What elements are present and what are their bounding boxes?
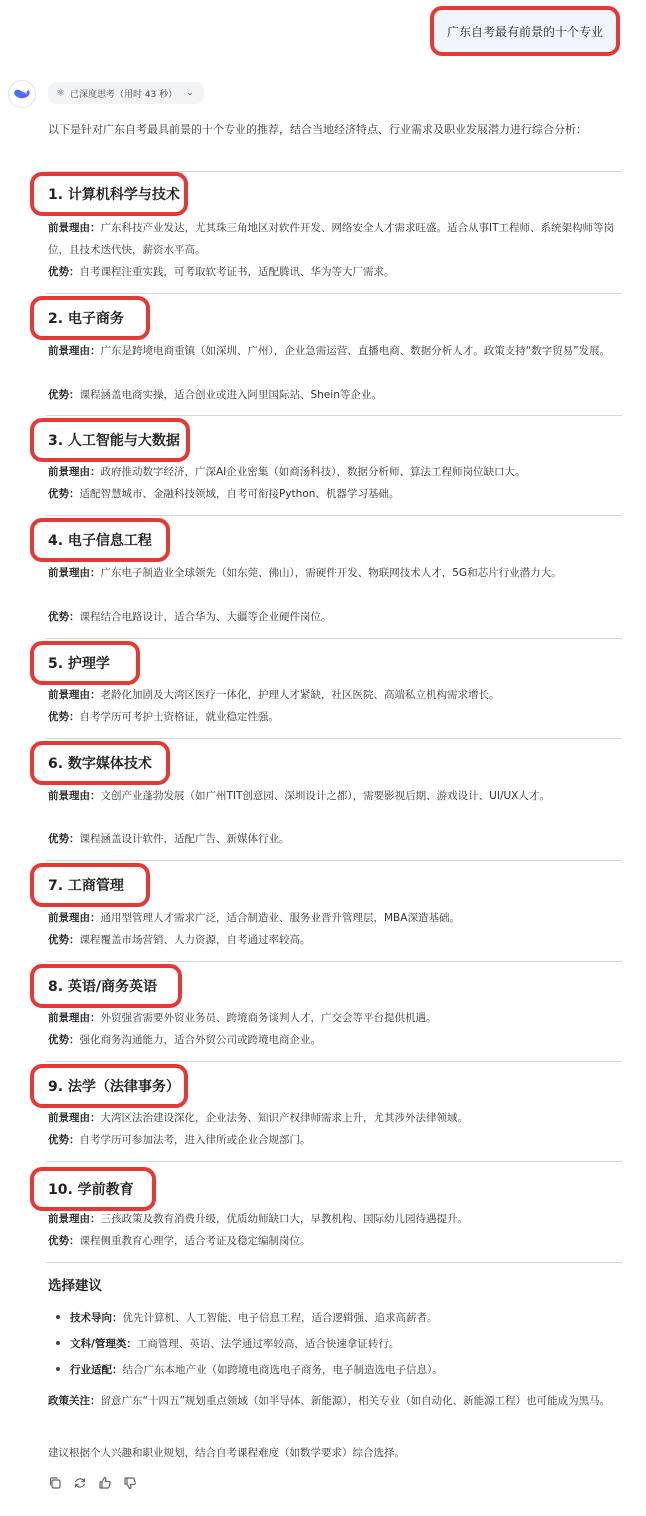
advantage-text: 强化商务沟通能力，适合外贸公司或跨境电商企业。 — [79, 1034, 321, 1046]
reason-label: 前景理由 — [48, 912, 90, 924]
major-title: 9. 法学（法律事务） — [48, 1079, 180, 1095]
major-advantage: 优势：强化商务沟通能力，适合外贸公司或跨境电商企业。 — [48, 1034, 321, 1046]
message-actions — [48, 1476, 137, 1490]
reason-label: 前景理由 — [48, 790, 90, 802]
assistant-avatar — [8, 80, 36, 108]
major-heading — [30, 296, 150, 340]
policy-note: 政策关注：留意广东“十四五”规划重点领域（如半导体、新能源），相关专业（如自动化、新能源工程）也可能成为黑马。 — [48, 1395, 611, 1407]
reason-text: 老龄化加剧及大湾区医疗一体化，护理人才紧缺，社区医院、高端私立机构需求增长。 — [100, 689, 500, 701]
reason-text: 文创产业蓬勃发展（如广州TIT创意园、深圳设计之都），需要影视后期、游戏设计、UI/UX人才。 — [100, 790, 550, 802]
advantage-label: 优势 — [48, 266, 69, 278]
advantage-label: 优势 — [48, 1034, 69, 1046]
advantage-text: 课程覆盖市场营销、人力资源，自考通过率较高。 — [79, 934, 311, 946]
major-advantage: 优势：课程涵盖电商实操，适合创业或进入阿里国际站、Shein等企业。 — [48, 389, 382, 401]
policy-label: 政策关注 — [48, 1395, 90, 1407]
bullet-dot — [56, 1341, 60, 1345]
major-reason: 前景理由：大湾区法治建设深化，企业法务、知识产权律师需求上升，尤其涉外法律领域。 — [48, 1112, 468, 1124]
major-advantage: 优势：课程涵盖设计软件，适配广告、新媒体行业。 — [48, 833, 290, 845]
advice-item-text: 结合广东本地产业（如跨境电商选电子商务，电子制造选电子信息）。 — [122, 1364, 443, 1376]
major-advantage: 优势：自考学历可参加法考，进入律所或企业合规部门。 — [48, 1134, 311, 1146]
divider — [46, 638, 622, 639]
advice-item: 文科/管理类：工商管理、英语、法学通过率较高，适合快速拿证转行。 — [56, 1336, 616, 1352]
advantage-text: 自考学历可参加法考，进入律所或企业合规部门。 — [79, 1134, 311, 1146]
advantage-label: 优势 — [48, 711, 69, 723]
advantage-text: 课程侧重教育心理学，适合考证及稳定编制岗位。 — [79, 1235, 311, 1247]
advantage-label: 优势 — [48, 1134, 69, 1146]
major-title: 10. 学前教育 — [48, 1182, 134, 1198]
major-heading — [30, 1167, 156, 1211]
divider — [46, 961, 622, 962]
reason-label: 前景理由 — [48, 689, 90, 701]
divider — [46, 1161, 622, 1162]
major-advantage: 优势：自考学历可考护士资格证，就业稳定性强。 — [48, 711, 279, 723]
thinking-label: 已深度思考（用时 43 秒） — [69, 89, 178, 100]
reason-text: 通用型管理人才需求广泛，适合制造业、服务业晋升管理层，MBA深造基础。 — [100, 912, 460, 924]
advantage-label: 优势 — [48, 488, 69, 500]
regenerate-icon[interactable] — [73, 1476, 87, 1490]
advice-title: 选择建议 — [48, 1278, 102, 1294]
advice-item-label: 行业适配 — [70, 1364, 112, 1376]
reason-label: 前景理由 — [48, 1112, 90, 1124]
major-reason: 前景理由：老龄化加剧及大湾区医疗一体化，护理人才紧缺，社区医院、高端私立机构需求增长。 — [48, 689, 500, 701]
major-reason: 前景理由：广东科技产业发达，尤其珠三角地区对软件开发、网络安全人才需求旺盛。适合从事IT工程师、系统架构师等岗位，且技术迭代快，薪资水平高。 — [48, 222, 615, 256]
reason-text: 三孩政策及教育消费升级，优质幼师缺口大，早教机构、国际幼儿园待遇提升。 — [100, 1213, 468, 1225]
thumbs-up-icon[interactable] — [98, 1476, 112, 1490]
major-advantage: 优势：课程覆盖市场营销、人力资源，自考通过率较高。 — [48, 934, 311, 946]
major-advantage: 优势：自考课程注重实践，可考取软考证书，适配腾讯、华为等大厂需求。 — [48, 266, 395, 278]
major-reason: 前景理由：通用型管理人才需求广泛，适合制造业、服务业晋升管理层，MBA深造基础。 — [48, 912, 460, 924]
advice-item-label: 技术导向 — [70, 1312, 112, 1324]
copy-icon[interactable] — [48, 1476, 62, 1490]
reason-label: 前景理由 — [48, 1213, 90, 1225]
user-message-bubble — [430, 6, 620, 56]
major-title: 2. 电子商务 — [48, 311, 124, 327]
advantage-label: 优势 — [48, 1235, 69, 1247]
major-heading — [30, 518, 170, 562]
major-title: 6. 数字媒体技术 — [48, 756, 152, 772]
advice-item-text: 工商管理、英语、法学通过率较高，适合快速拿证转行。 — [136, 1338, 400, 1350]
reason-label: 前景理由 — [48, 1012, 90, 1024]
major-title: 1. 计算机科学与技术 — [48, 187, 180, 203]
major-reason: 前景理由：外贸强省需要外贸业务员、跨境商务谈判人才，广交会等平台提供机遇。 — [48, 1012, 437, 1024]
advice-item: 行业适配：结合广东本地产业（如跨境电商选电子商务，电子制造选电子信息）。 — [56, 1362, 616, 1378]
reason-text: 政府推动数字经济，广深AI企业密集（如商汤科技），数据分析师、算法工程师岗位缺口大。 — [100, 466, 526, 478]
divider — [46, 415, 622, 416]
divider — [46, 515, 622, 516]
advantage-label: 优势 — [48, 611, 69, 623]
reason-label: 前景理由 — [48, 222, 90, 234]
major-heading — [30, 418, 190, 462]
major-heading — [30, 741, 170, 785]
major-heading — [30, 1064, 188, 1108]
major-heading — [30, 863, 150, 907]
reason-text: 广东科技产业发达，尤其珠三角地区对软件开发、网络安全人才需求旺盛。适合从事IT工程师、系统架构师等岗位，且技术迭代快，薪资水平高。 — [48, 222, 615, 256]
whale-logo-icon — [13, 87, 31, 101]
reason-label: 前景理由 — [48, 345, 90, 357]
policy-text: 留意广东“十四五”规划重点领域（如半导体、新能源），相关专业（如自动化、新能源工程）也可能成为黑马。 — [100, 1395, 611, 1407]
major-title: 5. 护理学 — [48, 656, 110, 672]
major-heading — [30, 172, 188, 216]
thumbs-down-icon[interactable] — [123, 1476, 137, 1490]
final-note: 建议根据个人兴趣和职业规划，结合自考课程难度（如数学要求）综合选择。 — [48, 1447, 405, 1459]
advantage-text: 自考学历可考护士资格证，就业稳定性强。 — [79, 711, 279, 723]
advice-item: 技术导向：优先计算机、人工智能、电子信息工程，适合逻辑强、追求高薪者。 — [56, 1310, 616, 1326]
atom-icon: ⚛ — [56, 87, 65, 99]
major-advantage: 优势：适配智慧城市、金融科技领域，自考可衔接Python、机器学习基础。 — [48, 488, 400, 500]
advantage-text: 课程涵盖电商实操，适合创业或进入阿里国际站、Shein等企业。 — [79, 389, 382, 401]
advantage-text: 课程结合电路设计，适合华为、大疆等企业硬件岗位。 — [79, 611, 332, 623]
divider — [46, 860, 622, 861]
advantage-label: 优势 — [48, 833, 69, 845]
chevron-down-icon: ⌄ — [186, 88, 194, 98]
reason-label: 前景理由 — [48, 466, 90, 478]
advice-item-text: 优先计算机、人工智能、电子信息工程，适合逻辑强、追求高薪者。 — [122, 1312, 438, 1324]
reason-text: 外贸强省需要外贸业务员、跨境商务谈判人才，广交会等平台提供机遇。 — [100, 1012, 437, 1024]
bullet-dot — [56, 1367, 60, 1371]
divider — [46, 293, 622, 294]
advantage-text: 自考课程注重实践，可考取软考证书，适配腾讯、华为等大厂需求。 — [79, 266, 395, 278]
divider — [46, 1262, 622, 1263]
major-reason: 前景理由：文创产业蓬勃发展（如广州TIT创意园、深圳设计之都），需要影视后期、游戏设计、UI/UX人才。 — [48, 790, 550, 802]
major-reason: 前景理由：广东电子制造业全球领先（如东莞、佛山），需硬件开发、物联网技术人才，5G和芯片行业潜力大。 — [48, 567, 562, 579]
advantage-text: 适配智慧城市、金融科技领域，自考可衔接Python、机器学习基础。 — [79, 488, 400, 500]
major-heading — [30, 641, 140, 685]
advantage-text: 课程涵盖设计软件，适配广告、新媒体行业。 — [79, 833, 290, 845]
divider — [46, 738, 622, 739]
advantage-label: 优势 — [48, 389, 69, 401]
major-reason: 前景理由：政府推动数字经济，广深AI企业密集（如商汤科技），数据分析师、算法工程师岗位缺口大。 — [48, 466, 526, 478]
reason-text: 大湾区法治建设深化，企业法务、知识产权律师需求上升，尤其涉外法律领域。 — [100, 1112, 468, 1124]
bullet-dot — [56, 1315, 60, 1319]
advice-item-label: 文科/管理类 — [70, 1338, 127, 1350]
user-message-text: 广东自考最有前景的十个专业 — [446, 24, 603, 39]
thinking-toggle[interactable] — [48, 82, 204, 104]
major-heading — [30, 964, 182, 1008]
major-title: 4. 电子信息工程 — [48, 533, 152, 549]
major-title: 3. 人工智能与大数据 — [48, 433, 180, 449]
major-reason: 前景理由：广东是跨境电商重镇（如深圳、广州），企业急需运营、直播电商、数据分析人才。政策支持“数字贸易”发展。 — [48, 345, 611, 357]
intro-text: 以下是针对广东自考最具前景的十个专业的推荐，结合当地经济特点、行业需求及职业发展潜力进行综合分析： — [48, 123, 587, 136]
divider — [46, 1061, 622, 1062]
major-title: 8. 英语/商务英语 — [48, 979, 158, 995]
major-title: 7. 工商管理 — [48, 878, 124, 894]
major-advantage: 优势：课程结合电路设计，适合华为、大疆等企业硬件岗位。 — [48, 611, 332, 623]
reason-label: 前景理由 — [48, 567, 90, 579]
major-advantage: 优势：课程侧重教育心理学，适合考证及稳定编制岗位。 — [48, 1235, 311, 1247]
reason-text: 广东电子制造业全球领先（如东莞、佛山），需硬件开发、物联网技术人才，5G和芯片行业潜力大。 — [100, 567, 562, 579]
advantage-label: 优势 — [48, 934, 69, 946]
reason-text: 广东是跨境电商重镇（如深圳、广州），企业急需运营、直播电商、数据分析人才。政策支持“数字贸易”发展。 — [100, 345, 611, 357]
major-reason: 前景理由：三孩政策及教育消费升级，优质幼师缺口大，早教机构、国际幼儿园待遇提升。 — [48, 1213, 468, 1225]
